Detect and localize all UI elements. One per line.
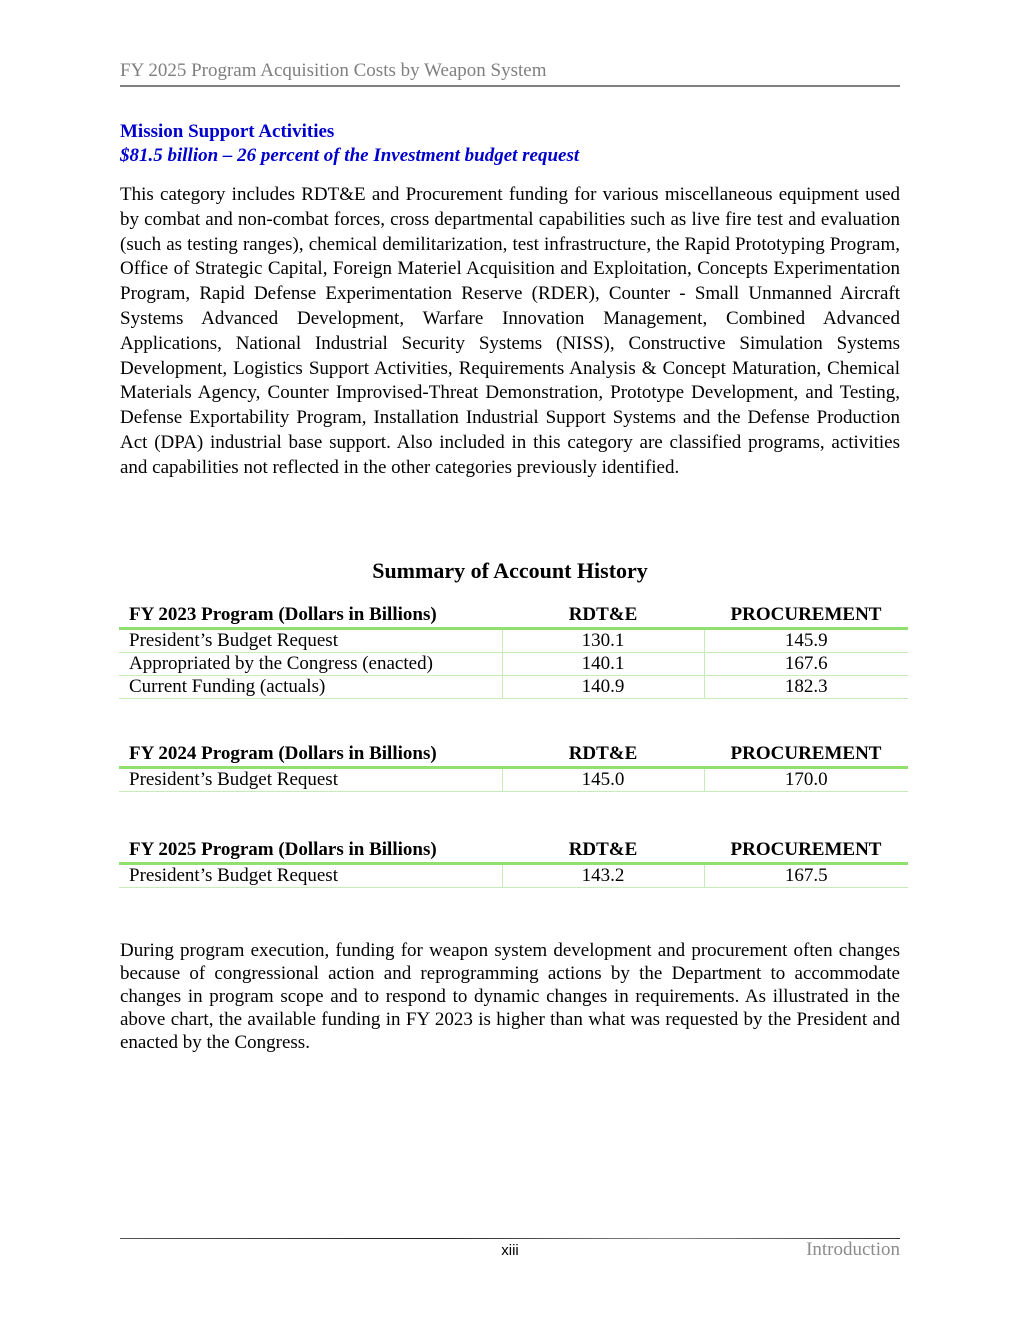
rdte-value: 140.1	[502, 653, 704, 676]
procurement-value: 167.5	[704, 864, 908, 888]
table-header-row	[119, 742, 908, 768]
section-subtitle: $81.5 billion – 26 percent of the Investment budget request	[120, 145, 580, 166]
rdte-value: 145.0	[502, 768, 704, 792]
row-label: Current Funding (actuals)	[119, 676, 502, 699]
rdte-value: 130.1	[502, 629, 704, 653]
header-divider	[120, 85, 900, 87]
table-row	[119, 653, 908, 676]
column-header: PROCUREMENT	[704, 742, 908, 768]
column-header: FY 2023 Program (Dollars in Billions)	[119, 603, 502, 629]
table-row	[119, 629, 908, 653]
procurement-value: 167.6	[704, 653, 908, 676]
column-header: PROCUREMENT	[704, 603, 908, 629]
footer-divider	[120, 1238, 900, 1239]
section-paragraph: This category includes RDT&E and Procurement funding for various miscellaneous equipment used by combat and non-combat forces, cross departmental capabilities such as live fire test and evaluation (such as testing ranges), chemical demilitarization, test infrastructure, the Rapid Prototyping Program, Office of Strategic Capital, Foreign Materiel Acquisition and Exploitation, Concepts Experimentation Program, Rapid Defense Experimentation Reserve (RDER), Counter - Small Unmanned Aircraft Systems Advanced Development, Warfare Innovation Management, Combined Advanced Applications, National Industrial Security Systems (NISS), Constructive Simulation Systems Development, Logistics Support Activities, Requirements Analysis & Concept Maturation, Chemical Materials Agency, Counter Improvised-Threat Demonstration, Prototype Development, and Testing, Defense Exportability Program, Installation Industrial Support Systems and the Defense Production Act (DPA) industrial base support. Also included in this category are classified programs, activities and capabilities not reflected in the other categories previously identified.	[120, 184, 900, 478]
closing-paragraph: During program execution, funding for weapon system development and procurement often changes because of congressional action and reprogramming actions by the Department to accommodate changes in program scope and to respond to dynamic changes in requirements. As illustrated in the above chart, the available funding in FY 2023 is higher than what was requested by the President and enacted by the Congress.	[120, 940, 900, 1054]
table-header-row	[119, 838, 908, 864]
procurement-value: 170.0	[704, 768, 908, 792]
column-header: RDT&E	[502, 838, 704, 864]
row-label: President’s Budget Request	[119, 768, 502, 792]
running-header: FY 2025 Program Acquisition Costs by Weapon System	[120, 60, 547, 81]
table-row	[119, 864, 908, 888]
column-header: RDT&E	[502, 603, 704, 629]
row-label: President’s Budget Request	[119, 864, 502, 888]
rdte-value: 140.9	[502, 676, 704, 699]
footer-section-label: Introduction	[806, 1239, 900, 1260]
fy2023-table	[119, 603, 908, 699]
column-header: FY 2024 Program (Dollars in Billions)	[119, 742, 502, 768]
table-header-row	[119, 603, 908, 629]
summary-title: Summary of Account History	[372, 558, 648, 583]
column-header: PROCUREMENT	[704, 838, 908, 864]
rdte-value: 143.2	[502, 864, 704, 888]
column-header: RDT&E	[502, 742, 704, 768]
page-number: xiii	[501, 1242, 519, 1259]
row-label: President’s Budget Request	[119, 629, 502, 653]
table-row	[119, 676, 908, 699]
fy2024-table	[119, 742, 908, 792]
table-row	[119, 768, 908, 792]
procurement-value: 182.3	[704, 676, 908, 699]
section-title: Mission Support Activities	[120, 121, 335, 142]
row-label: Appropriated by the Congress (enacted)	[119, 653, 502, 676]
column-header: FY 2025 Program (Dollars in Billions)	[119, 838, 502, 864]
procurement-value: 145.9	[704, 629, 908, 653]
fy2025-table	[119, 838, 908, 888]
